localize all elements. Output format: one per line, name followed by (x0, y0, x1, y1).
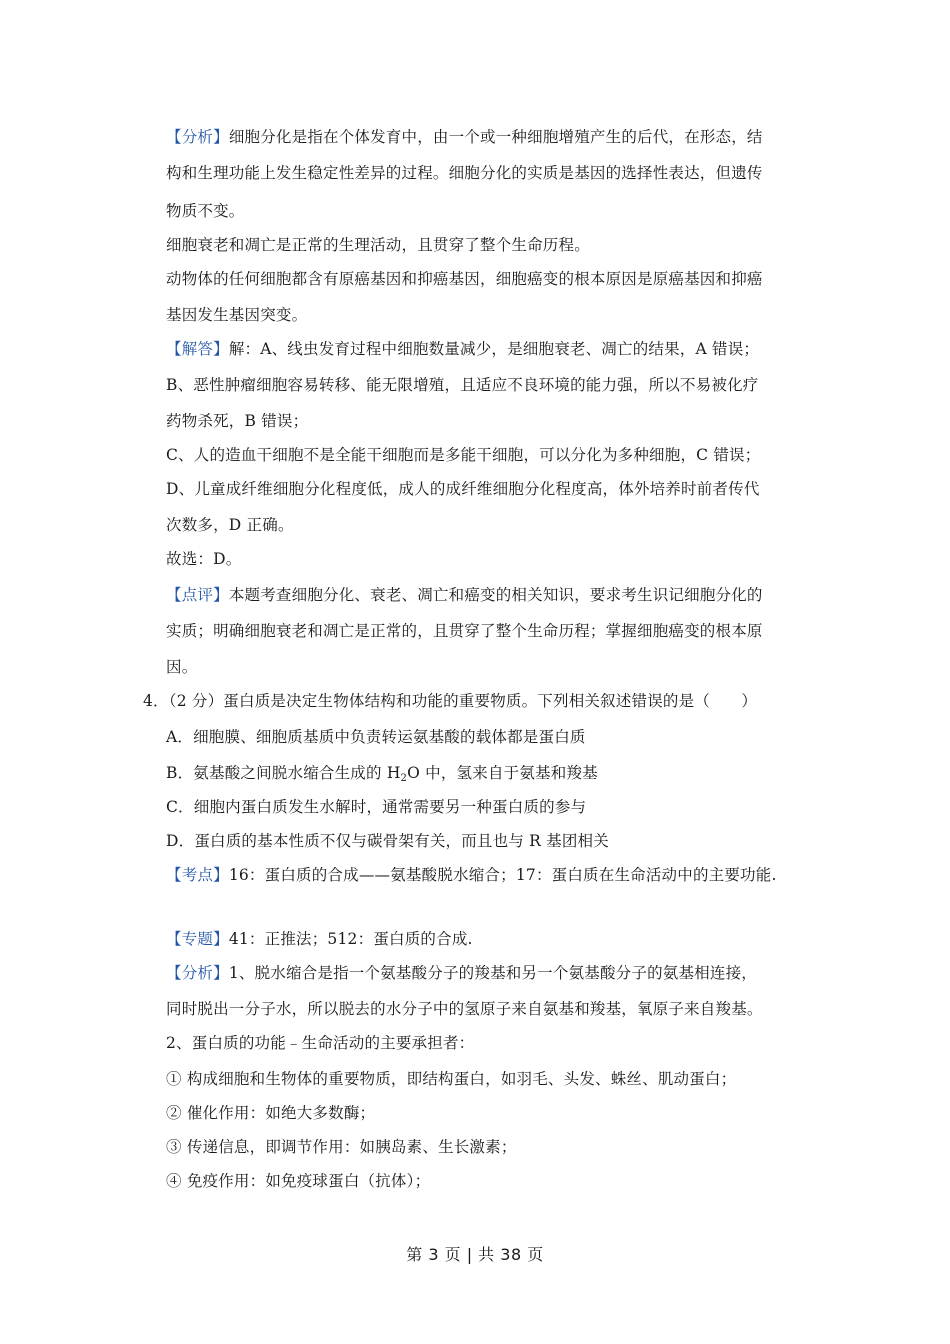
topic-line: 【专题】41：正推法；512：蛋白质的合成. (166, 930, 473, 948)
analysis-line: ① 构成细胞和生物体的重要物质，即结构蛋白，如羽毛、头发、蛛丝、肌动蛋白； (166, 1070, 737, 1088)
analysis-line: 【分析】细胞分化是指在个体发育中，由一个或一种细胞增殖产生的后代，在形态，结 (166, 128, 763, 146)
analysis-line: 【分析】1、脱水缩合是指一个氨基酸分子的羧基和另一个氨基酸分子的氨基相连接， (166, 964, 757, 982)
analysis-line: 基因发生基因突变。 (166, 306, 308, 324)
option-a: A．细胞膜、细胞质基质中负责转运氨基酸的载体都是蛋白质 (166, 728, 586, 746)
question-number: 4． (143, 692, 169, 710)
comment-tag: 【点评】 (166, 586, 229, 604)
analysis-line: ③ 传递信息，即调节作用：如胰岛素、生长激素； (166, 1138, 517, 1156)
answer-line: 【解答】解：A、线虫发育过程中细胞数量减少，是细胞衰老、凋亡的结果，A 错误； (166, 340, 760, 358)
option-c: C．细胞内蛋白质发生水解时，通常需要另一种蛋白质的参与 (166, 798, 587, 816)
page-footer: 第 3 页 | 共 38 页 (406, 1245, 544, 1264)
answer-line: 药物杀死，B 错误； (166, 412, 309, 430)
topic-tag: 【专题】 (166, 930, 229, 948)
answer-line: C、人的造血干细胞不是全能干细胞而是多能干细胞，可以分化为多种细胞，C 错误； (166, 446, 761, 464)
analysis-line: 物质不变。 (166, 202, 245, 220)
analysis-line: 同时脱出一分子水，所以脱去的水分子中的氢原子来自氨基和羧基，氧原子来自羧基。 (166, 1000, 763, 1018)
comment-line: 实质；明确细胞衰老和凋亡是正常的，且贯穿了整个生命历程；掌握细胞癌变的根本原 (166, 622, 763, 640)
question-stem: 4．（2 分）蛋白质是决定生物体结构和功能的重要物质。下列相关叙述错误的是（ ） (143, 692, 758, 710)
answer-line: 故选：D。 (166, 550, 242, 568)
option-b: B．氨基酸之间脱水缩合生成的 $H_2O$ 中，氢来自于氨基和羧基 (166, 764, 598, 784)
analysis-line: ② 催化作用：如绝大多数酶； (166, 1104, 376, 1122)
analysis-line: 细胞衰老和凋亡是正常的生理活动，且贯穿了整个生命历程。 (166, 236, 590, 254)
comment-line: 因。 (166, 658, 198, 676)
analysis-line: 构和生理功能上发生稳定性差异的过程。细胞分化的实质是基因的选择性表达，但遗传 (166, 164, 763, 182)
answer-line: 次数多，D 正确。 (166, 516, 294, 534)
comment-line: 【点评】本题考查细胞分化、衰老、凋亡和癌变的相关知识，要求考生识记细胞分化的 (166, 586, 763, 604)
analysis-line: 2、蛋白质的功能﹣生命活动的主要承担者： (166, 1034, 475, 1052)
option-d: D．蛋白质的基本性质不仅与碳骨架有关，而且也与 R 基团相关 (166, 832, 609, 850)
keypoint-line: 【考点】16：蛋白质的合成——氨基酸脱水缩合；17：蛋白质在生命活动中的主要功能. (166, 866, 777, 884)
keypoint-tag: 【考点】 (166, 866, 229, 884)
analysis-tag: 【分析】 (166, 128, 229, 146)
analysis-tag: 【分析】 (166, 964, 229, 982)
answer-line: B、恶性肿瘤细胞容易转移、能无限增殖，且适应不良环境的能力强，所以不易被化疗 (166, 376, 759, 394)
answer-line: D、儿童成纤维细胞分化程度低，成人的成纤维细胞分化程度高，体外培养时前者传代 (166, 480, 760, 498)
analysis-line: ④ 免疫作用：如免疫球蛋白（抗体）； (166, 1172, 431, 1190)
analysis-line: 动物体的任何细胞都含有原癌基因和抑癌基因，细胞癌变的根本原因是原癌基因和抑癌 (166, 270, 763, 288)
answer-tag: 【解答】 (166, 340, 229, 358)
